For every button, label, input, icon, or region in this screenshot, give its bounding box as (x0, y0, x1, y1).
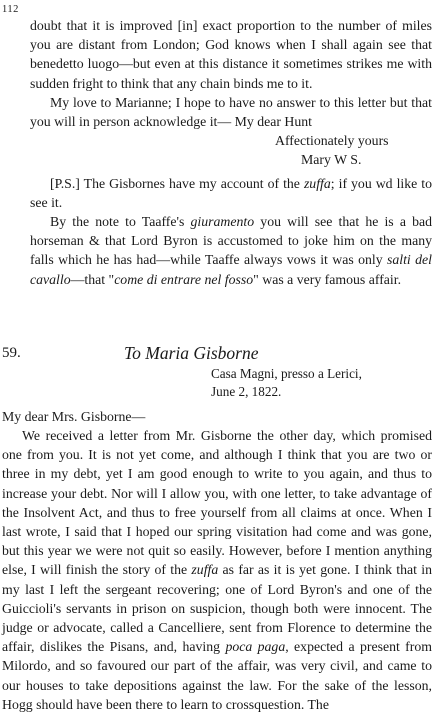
letter-body: We received a letter from Mr. Gisborne the other day, which promised one from you. It is not yet come, and although I think that you are two or three in my debt, yet I am good enough to write to you again, and thus to increase your debt. Nor will I allow you, with one letter, to take advantage of the Insolvent Act, and thus to free yourself from all claims at once. When I last wrote, I said that I hoped our spring visitation had come and was gone, but this year we were not quit so easily. However, before I mention anything else, I will finish the story of the zuffa as far as it is yet gone. I think that in my last I left the sergeant recovering; one of Lord Byron's and one of the Guiccioli's servants in prison on suspicion, though both were innocent. The judge or advocate, called a Cancelliere, sent from Florence to determine the affair, dislikes the Pisans, and, having poca paga, expected a present from Milordo, and so favoured our part of the affair, was very civil, and came to our houses to take depositions against the law. For the sake of the lesson, Hogg should have been there to learn to crossquestion. The (2, 428, 433, 712)
paragraph-continuation: doubt that it is improved [in] exact proportion to the number of miles you are distant from London; God knows when I shall again see that benedetto luogo—but even at this distance it sometimes strikes me with sudden fright to think that any chain binds me to it. (30, 18, 432, 91)
closing-phrase: Affectionately yours (275, 133, 389, 149)
letter-number: 59. (2, 344, 21, 361)
paragraph-taaffe-note: By the note to Taaffe's giuramento you will see that he is a bad horseman & that Lord Byron is accustomed to joke him on the many falls which he has had—while Taaffe always vows it was only salti del cavallo—that "come di entrare nel fosso" was a very famous affair. (30, 214, 433, 287)
paragraph-love-to-marianne: My love to Marianne; I hope to have no answer to this letter but that you will in person acknowledge it— My dear Hunt (30, 94, 432, 130)
letter-heading (2, 342, 432, 365)
letter-closing (275, 131, 432, 169)
address-date: June 2, 1822. (211, 383, 282, 399)
page-number: 112 (2, 4, 19, 15)
letter-salutation: My dear Mrs. Gisborne— (2, 408, 146, 424)
letter-title: To Maria Gisborne (124, 342, 259, 363)
postscript: [P.S.] The Gisbornes have my account of the zuffa; if you wd like to see it. (30, 175, 432, 210)
address-place: Casa Magni, presso a Lerici, (211, 365, 362, 381)
letter-address (211, 365, 432, 401)
signature: Mary W S. (301, 152, 362, 168)
